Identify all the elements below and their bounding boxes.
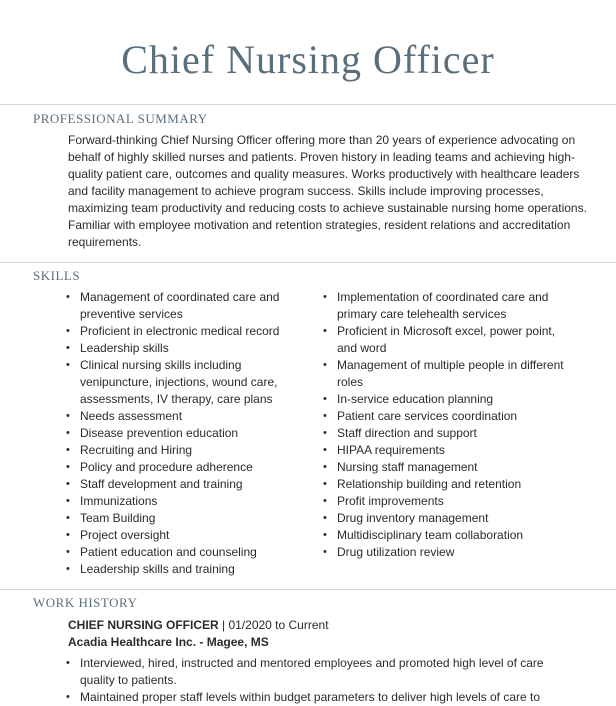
divider — [0, 589, 616, 590]
job-dates: | 01/2020 to Current — [218, 618, 329, 632]
duty-item: • Interviewed, hired, instructed and mentored employees and promoted high level of care quality to patients. — [66, 655, 576, 689]
skill-item: • Staff direction and support — [323, 425, 573, 442]
skill-item: • Team Building — [66, 510, 302, 527]
skill-item: • Policy and procedure adherence — [66, 459, 302, 476]
skill-item: • Leadership skills and training — [66, 561, 302, 578]
job-duties-list — [66, 655, 576, 706]
job-title: CHIEF NURSING OFFICER — [68, 618, 219, 632]
skill-item: • Management of multiple people in different roles — [323, 357, 573, 391]
skills-right-list — [323, 289, 573, 561]
skill-item: • Implementation of coordinated care and primary care telehealth services — [323, 289, 573, 323]
skill-item: • Drug inventory management — [323, 510, 573, 527]
skill-item: • Clinical nursing skills including venipuncture, injections, wound care, assessments, IV therapy, care plans — [66, 357, 302, 408]
skill-item: • Proficient in electronic medical record — [66, 323, 302, 340]
section-title-work-history: WORK HISTORY — [33, 595, 138, 610]
skill-item: • Immunizations — [66, 493, 302, 510]
skill-item: • Multidisciplinary team collaboration — [323, 527, 573, 544]
skill-item: • Recruiting and Hiring — [66, 442, 302, 459]
section-title-summary: PROFESSIONAL SUMMARY — [33, 111, 208, 126]
skill-item: • Patient education and counseling — [66, 544, 302, 561]
divider — [0, 104, 616, 105]
summary-text: Forward-thinking Chief Nursing Officer offering more than 20 years of experience advocating on behalf of highly skilled nurses and patients. Proven history in leading teams and achieving high-quality patient care, outcomes and quality measures. Works productively with healthcare leaders and facility management to achieve program success. Skills include improving processes, maximizing team productivity and reducing costs to achieve sustainable nursing home operations. Familiar with employee motivation and retention strategies, resident relations and accreditation requirements. — [68, 133, 587, 249]
skill-item: • Management of coordinated care and preventive services — [66, 289, 302, 323]
skill-item: • Nursing staff management — [323, 459, 573, 476]
skill-item: • Disease prevention education — [66, 425, 302, 442]
skills-left-list — [66, 289, 302, 578]
skill-item: • Leadership skills — [66, 340, 302, 357]
skill-item: • Staff development and training — [66, 476, 302, 493]
skill-item: • Needs assessment — [66, 408, 302, 425]
resume-name-heading: Chief Nursing Officer — [121, 37, 495, 82]
company-name: Acadia Healthcare Inc. - Magee, MS — [68, 635, 269, 649]
skill-item: • Relationship building and retention — [323, 476, 573, 493]
skill-item: • Drug utilization review — [323, 544, 573, 561]
job-heading — [68, 617, 329, 633]
duty-item: • Maintained proper staff levels within budget parameters to deliver high levels of care to — [66, 689, 576, 706]
skill-item: • Proficient in Microsoft excel, power point, and word — [323, 323, 573, 357]
divider — [0, 262, 616, 263]
section-title-skills: SKILLS — [33, 268, 81, 283]
skill-item: • In-service education planning — [323, 391, 573, 408]
skill-item: • Project oversight — [66, 527, 302, 544]
skill-item: • Patient care services coordination — [323, 408, 573, 425]
skill-item: • HIPAA requirements — [323, 442, 573, 459]
skill-item: • Profit improvements — [323, 493, 573, 510]
